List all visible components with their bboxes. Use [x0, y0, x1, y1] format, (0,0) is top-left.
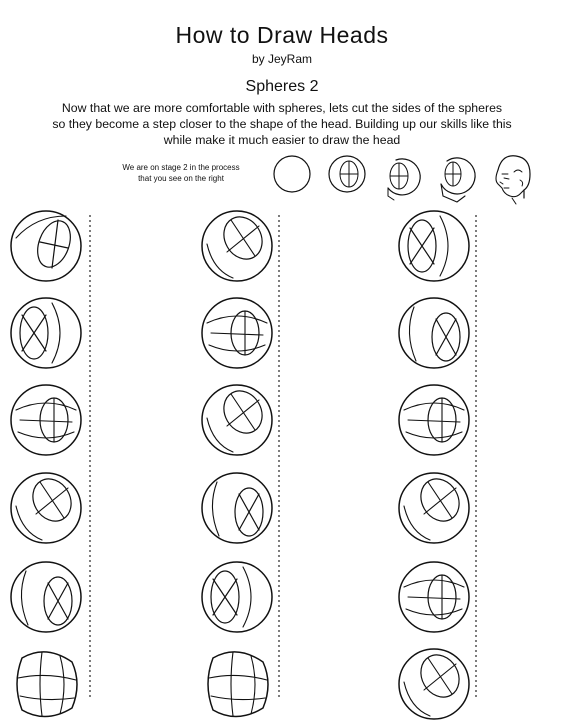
sphere-with-cross-icon — [329, 156, 365, 192]
cut-sphere-icon — [17, 652, 77, 717]
practice-grid — [11, 210, 469, 719]
plain-sphere-icon — [274, 156, 310, 192]
cut-sphere-icon — [202, 384, 272, 455]
cut-sphere-icon — [399, 562, 469, 632]
cut-sphere-icon — [11, 298, 81, 368]
stage-note-line: that you see on the right — [138, 174, 224, 183]
cut-sphere-icon — [399, 298, 469, 368]
cut-sphere-icon — [399, 385, 469, 455]
cut-sphere-icon — [208, 652, 268, 717]
cut-sphere-icon — [202, 562, 272, 632]
intro-line: while make it much easier to draw the head — [163, 133, 401, 147]
cut-sphere-icon — [202, 210, 272, 281]
cut-sphere-icon — [399, 472, 469, 543]
sphere-cut-side-icon — [388, 159, 420, 200]
cut-sphere-icon — [11, 211, 81, 281]
cut-sphere-icon — [11, 472, 81, 543]
stage-note-line: We are on stage 2 in the process — [122, 163, 240, 172]
author-credit: by JeyRam — [251, 52, 313, 66]
cut-sphere-icon — [399, 648, 469, 719]
cut-sphere-icon — [202, 298, 272, 368]
cut-sphere-icon — [399, 211, 469, 281]
cut-sphere-icon — [11, 562, 81, 632]
section-title: Spheres 2 — [245, 78, 319, 95]
head-sketch-icon — [496, 156, 530, 204]
intro-line: Now that we are more comfortable with spheres, lets cut the sides of the spheres — [61, 101, 503, 115]
cut-sphere-icon — [202, 473, 272, 543]
guide-lines — [90, 215, 476, 700]
page-title: How to Draw Heads — [175, 22, 389, 48]
intro-line: so they become a step closer to the shape of the head. Building up our skills like this — [52, 117, 512, 131]
process-strip — [274, 156, 530, 204]
sphere-with-jaw-icon — [441, 158, 475, 202]
cut-sphere-icon — [11, 385, 81, 455]
